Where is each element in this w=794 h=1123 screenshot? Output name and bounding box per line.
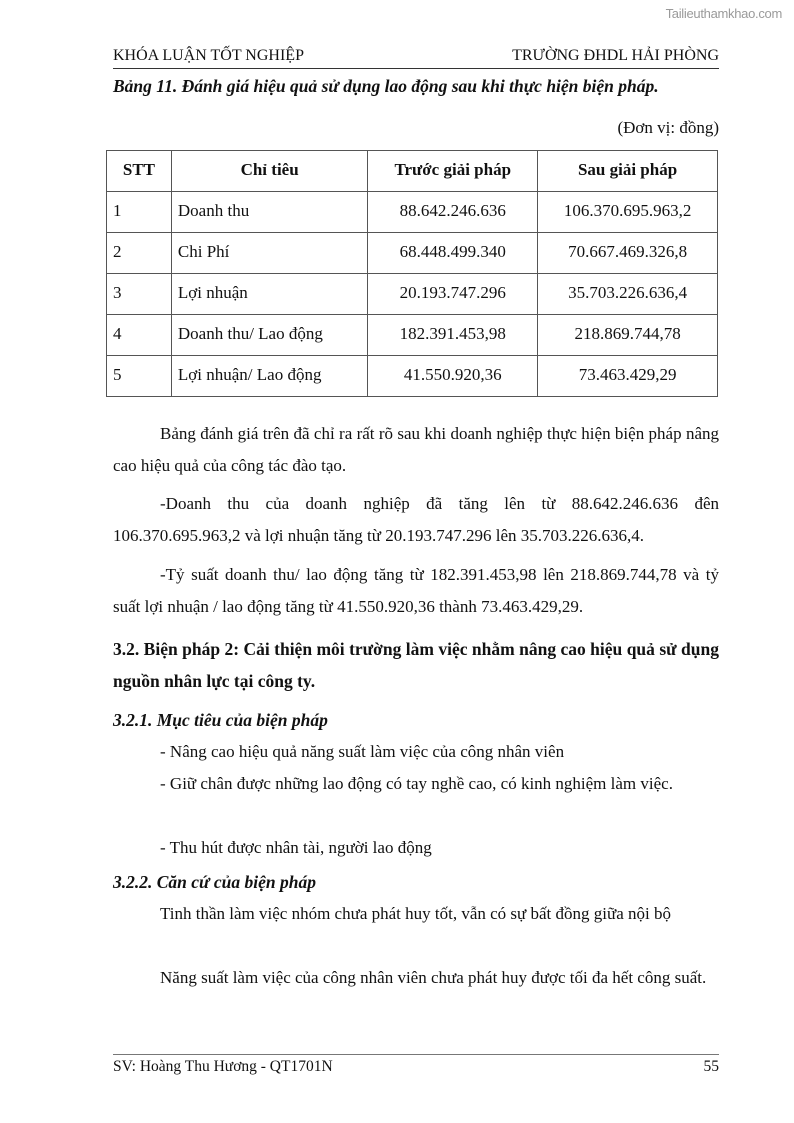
subsection-heading-3-2-1: 3.2.1. Mục tiêu của biện pháp: [113, 710, 328, 730]
cell-after: 73.463.429,29: [538, 356, 718, 397]
list-item: - Nâng cao hiệu quả năng suất làm việc của công nhân viên: [160, 742, 565, 761]
col-header-before: Trước giải pháp: [368, 151, 538, 192]
cell-indicator: Lợi nhuận: [171, 274, 367, 315]
header-left: KHÓA LUẬN TỐT NGHIỆP: [113, 47, 304, 64]
cell-stt: 2: [107, 233, 172, 274]
paragraph-revenue: -Doanh thu của doanh nghiệp đã tăng lên từ 88.642.246.636 đên 106.370.695.963,2 và lợi nhuận tăng từ 20.193.747.296 lên 35.703.226.636,4.: [113, 494, 719, 545]
paragraph-summary: Bảng đánh giá trên đã chỉ ra rất rõ sau khi doanh nghiệp thực hiện biện pháp nâng cao hiệu quả của công tác đào tạo.: [113, 424, 719, 475]
col-header-after: Sau giải pháp: [538, 151, 718, 192]
cell-indicator: Chi Phí: [171, 233, 367, 274]
paragraph-ratio: -Tỷ suất doanh thu/ lao động tăng từ 182.391.453,98 lên 218.869.744,78 và tỷ suất lợi nhuận / lao động tăng từ 41.550.920,36 thành 73.463.429,29.: [113, 565, 719, 616]
cell-before: 68.448.499.340: [368, 233, 538, 274]
col-header-stt: STT: [107, 151, 172, 192]
table-row: [107, 274, 718, 315]
table-header-row: [107, 151, 718, 192]
col-header-indicator: Chỉ tiêu: [171, 151, 367, 192]
cell-after: 35.703.226.636,4: [538, 274, 718, 315]
list-item: - Thu hút được nhân tài, người lao động: [160, 838, 432, 857]
cell-after: 218.869.744,78: [538, 315, 718, 356]
section-heading-3-2: 3.2. Biện pháp 2: Cải thiện môi trường làm việc nhằm nâng cao hiệu quả sử dụng nguồn nhân lực tại công ty.: [113, 639, 719, 691]
page-header: [113, 47, 719, 69]
page-footer: [113, 1054, 719, 1076]
cell-before: 182.391.453,98: [368, 315, 538, 356]
paragraph-basis-2: Năng suất làm việc của công nhân viên chưa phát huy được tối đa hết công suất.: [160, 968, 707, 987]
cell-stt: 4: [107, 315, 172, 356]
evaluation-table: [106, 150, 718, 397]
paragraph-basis-1: Tinh thần làm việc nhóm chưa phát huy tốt, vẫn có sự bất đồng giữa nội bộ: [160, 904, 671, 923]
table-row: [107, 192, 718, 233]
footer-author: SV: Hoàng Thu Hương - QT1701N: [113, 1058, 333, 1075]
unit-label: (Đơn vị: đồng): [617, 118, 719, 137]
cell-before: 20.193.747.296: [368, 274, 538, 315]
table-row: [107, 356, 718, 397]
cell-stt: 1: [107, 192, 172, 233]
table-row: [107, 315, 718, 356]
page-number: 55: [703, 1058, 719, 1075]
cell-indicator: Doanh thu: [171, 192, 367, 233]
subsection-heading-3-2-2: 3.2.2. Căn cứ của biện pháp: [113, 872, 317, 892]
cell-stt: 5: [107, 356, 172, 397]
cell-stt: 3: [107, 274, 172, 315]
cell-indicator: Doanh thu/ Lao động: [171, 315, 367, 356]
table-row: [107, 233, 718, 274]
cell-indicator: Lợi nhuận/ Lao động: [171, 356, 367, 397]
table-title: Bảng 11. Đánh giá hiệu quả sử dụng lao động sau khi thực hiện biện pháp.: [113, 76, 659, 96]
header-right: TRƯỜNG ĐHDL HẢI PHÒNG: [512, 47, 719, 64]
list-item: - Giữ chân được những lao động có tay nghề cao, có kinh nghiệm làm việc.: [160, 774, 673, 793]
cell-before: 41.550.920,36: [368, 356, 538, 397]
cell-after: 70.667.469.326,8: [538, 233, 718, 274]
cell-after: 106.370.695.963,2: [538, 192, 718, 233]
cell-before: 88.642.246.636: [368, 192, 538, 233]
watermark: Tailieuthamkhao.com: [665, 6, 782, 21]
